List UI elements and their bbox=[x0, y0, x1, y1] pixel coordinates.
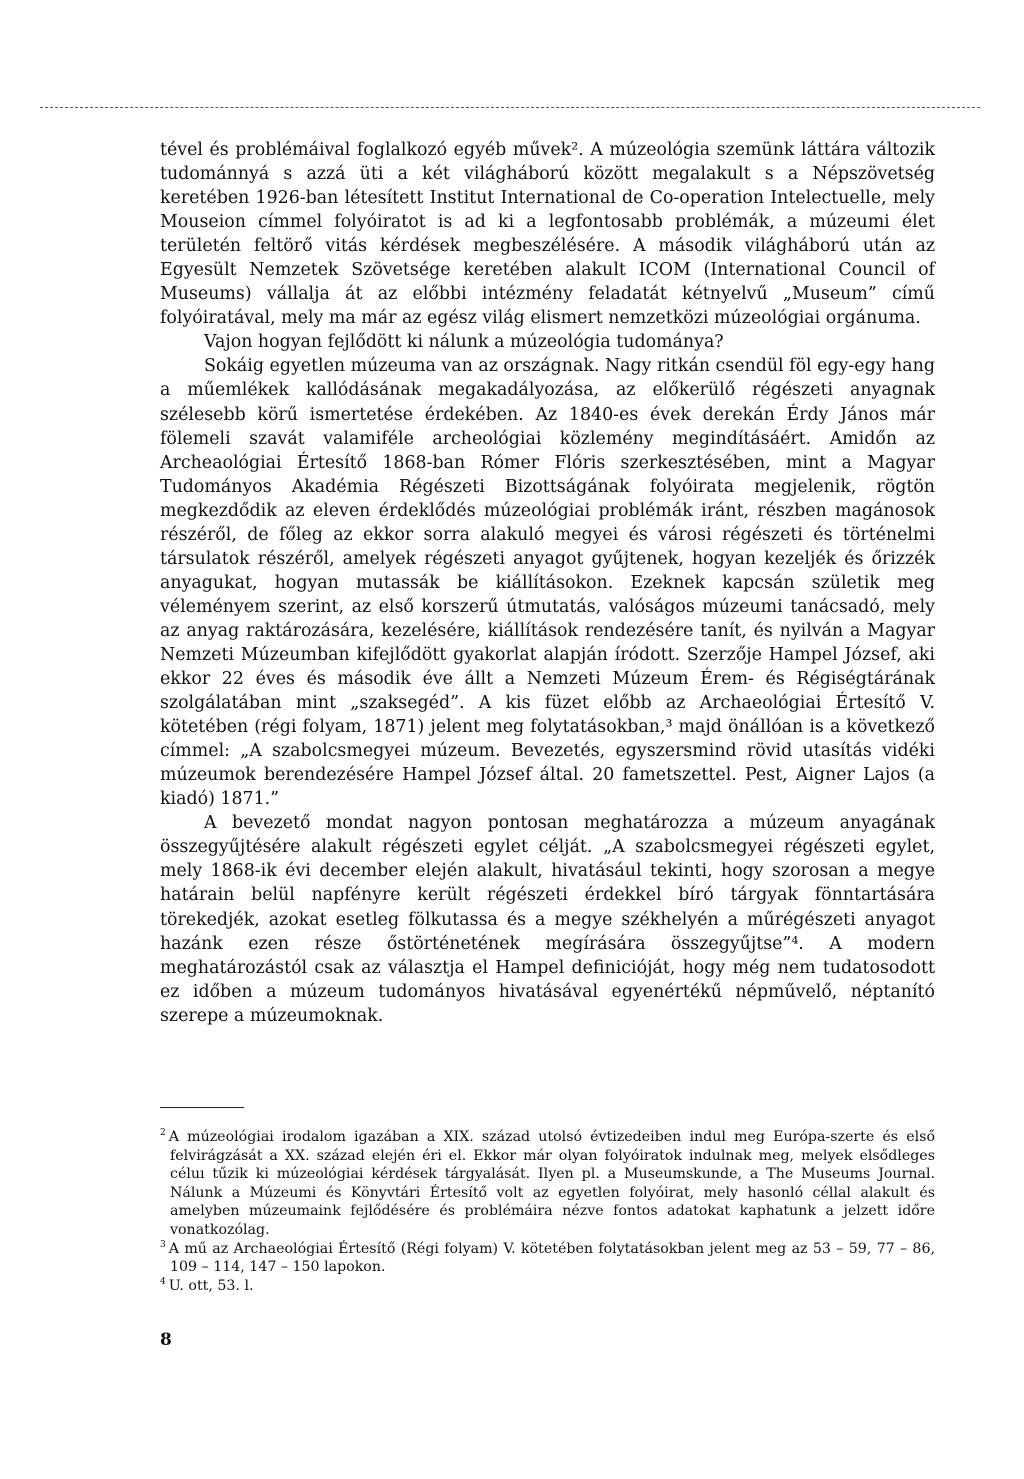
page-number: 8 bbox=[160, 1330, 172, 1350]
top-rule bbox=[40, 107, 980, 108]
paragraph: A bevezető mondat nagyon pontosan meghatározza a múzeum anyagának összegyűjtésére alakult régészeti egylet célját. „A szabolcsmegyei régészeti egylet, mely 1868-ik évi december elején alakult, hivatásául tekinti, hogy szorosan a megye határain belül napfényre került régészeti érdekkel bíró tárgyak fönntartására törekedjék, azokat esetleg fölkutassa és a megye székhelyén a műrégészeti anyagot hazánk ezen része őstörténetének megírására összegyűjtse”⁴. A modern meghatározástól csak az választja el Hampel definicióját, hogy még nem tudatosodott ez időben a múzeum tudományos hivatásával egyenértékű népművelő, néptanító szerepe a múzeumoknak. bbox=[160, 813, 935, 1026]
paragraph: Sokáig egyetlen múzeuma van az országnak. Nagy ritkán csendül föl egy-egy hang a műemlékek kallódásának megakadályozása, az előkerülő régészeti anyagnak szélesebb körű ismertetése érdekében. Az 1840-es évek derekán Érdy János már fölemeli szavát valamiféle archeológiai közlemény megindításáért. Amidőn az Archeaológiai Értesítő 1868-ban Rómer Flóris szerkesztésében, mint a Magyar Tudományos Akadémia Régészeti Bizottságának folyóirata megjelenik, rögtön megkezdődik az eleven érdeklődés múzeológiai problémák iránt, részben magánosok részéről, de főleg az ekkor sorra alakuló megyei és városi régészeti és történelmi társulatok részéről, amelyek régészeti anyagot gyűjtenek, hogyan kezeljék és őrizzék anyagukat, hogyan mutassák be kiállításokon. Ezeknek kapcsán születik meg véleményem szerint, az első korszerű útmutatás, valóságos múzeumi tanácsadó, mely az anyag raktározására, kezelésére, kiállítások rendezésére tanít, és nyilván a Magyar Nemzeti Múzeumban kifejlődött gyakorlat alapján íródott. Szerzője Hampel József, aki ekkor 22 éves és második éve állt a Nemzeti Múzeum Érem- és Régiségtárának szolgálatában mint „szaksegéd”. A kis füzet előbb az Archaeológiai Értesítő V. kötetében (régi folyam, 1871) jelent meg folytatásokban,³ majd önállóan is a következő címmel: „A szabolcsmegyei múzeum. Bevezetés, egyszersmind rövid utasítás vidéki múzeumok berendezésére Hampel József által. 20 fametszettel. Pest, Aigner Lajos (a kiadó) 1871.” bbox=[160, 356, 935, 810]
footnote-text: A múzeológiai irodalom igazában a XIX. század utolsó évtizedeiben indul meg Európa-szerte és első felvirágzását a XX. század elején éri el. Ekkor már olyan folyóiratok indulnak meg, melyek elsődleges céluı tűzik ki múzeológiai kérdések tárgyalását. Ilyen pl. a Museumskunde, a The Museums Journal. Nálunk a Múzeumi és Könyvtári Értesítő volt az egyetlen folyóirat, mely hasonló céllal alakult és amelyben múzeumaink fejlődésére és problémáira nézve fontos adatokat kaphatunk a jelzett időre vonatkozólag. bbox=[168, 1129, 935, 1238]
footnote-text: U. ott, 53. l. bbox=[168, 1277, 254, 1294]
footnote bbox=[160, 1128, 935, 1240]
footnote-text: A mű az Archaeológiai Értesítő (Régi folyam) V. kötetében folytatásokban jelent meg az 53 – 59, 77 – 86, 109 – 114, 147 – 150 lapokon. bbox=[168, 1240, 935, 1276]
body-text bbox=[160, 138, 935, 1028]
footnote-mark: 2 bbox=[160, 1128, 166, 1139]
footnote-divider bbox=[160, 1107, 244, 1108]
paragraph: Vajon hogyan fejlődött ki nálunk a múzeológia tudománya? bbox=[204, 332, 724, 353]
footnote bbox=[160, 1277, 935, 1296]
footnotes bbox=[160, 1128, 935, 1295]
paragraph: tével és problémáival foglalkozó egyéb művek². A múzeológia szemünk láttára változik tudománnyá s azzá üti a két világháború között megalakult s a Népszövetség keretében 1926-ban létesített Institut International de Co-operation Intelectuelle, mely Mouseion címmel folyóiratot is ad ki a legfontosabb problémák, a múzeumi élet területén feltörő vitás kérdések megbeszélésére. A második világháború után az Egyesült Nemzetek Szövetsége keretében alakult ICOM (International Council of Museums) vállalja át az előbbi intézmény feladatát kétnyelvű „Museum” című folyóiratával, mely ma már az egész világ elismert nemzetközi múzeológiai orgánuma. bbox=[160, 140, 935, 329]
footnote bbox=[160, 1240, 935, 1277]
footnote-mark: 3 bbox=[160, 1239, 166, 1250]
footnote-mark: 4 bbox=[160, 1277, 166, 1288]
